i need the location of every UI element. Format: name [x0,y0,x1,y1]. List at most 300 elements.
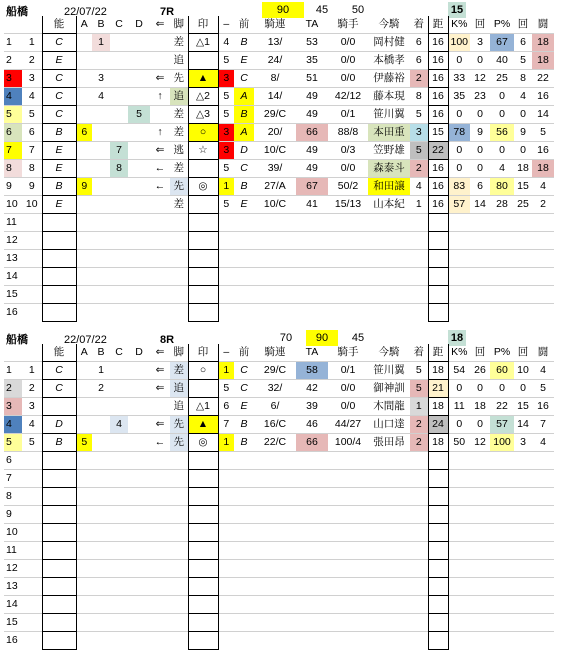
cell-arrow [150,542,170,560]
cell-jockey-pair: 8/ [254,70,296,88]
cell-front: B [234,416,254,434]
cell-jockey-pair [254,632,296,650]
cell-b [92,214,110,232]
cell-c [110,286,128,304]
cell-style [170,578,188,596]
cell-ability: D [42,416,76,434]
column-header-mark: 印 [188,16,218,34]
cell-k-pct [448,250,470,268]
cell-c [110,506,128,524]
cell-finish [410,250,428,268]
cell-distance: 16 [428,196,448,214]
cell-jockey-pair [254,286,296,304]
cell-horse-no: 7 [22,142,42,160]
cell-d [128,596,150,614]
cell-p-pct [490,232,514,250]
cell-k-pct: 50 [448,434,470,452]
cell-jockey [328,488,368,506]
cell-p-count: 3 [514,434,532,452]
cell-p-count [514,250,532,268]
cell-p-pct: 22 [490,398,514,416]
cell-arrow [150,304,170,322]
cell-dash: 3 [218,124,234,142]
cell-arrow: ⇐ [150,70,170,88]
cell-k-pct [448,578,470,596]
table-row [4,542,554,560]
cell-row-no: 6 [4,124,22,142]
table-row [4,106,554,124]
cell-k-count: 12 [470,70,490,88]
cell-c [110,178,128,196]
cell-row-no: 9 [4,178,22,196]
cell-k-pct: 35 [448,88,470,106]
cell-horse-no [22,560,42,578]
cell-ability: E [42,52,76,70]
cell-p-count [514,470,532,488]
cell-fight: 16 [532,398,554,416]
cell-style [170,542,188,560]
cell-b [92,632,110,650]
cell-front: B [234,178,254,196]
cell-jockey [328,596,368,614]
cell-a [76,106,92,124]
cell-mark [188,52,218,70]
cell-b [92,434,110,452]
column-header-style: 脚 [173,346,184,358]
cell-finish [410,214,428,232]
cell-dash: 5 [218,106,234,124]
cell-arrow [150,268,170,286]
cell-ta: 67 [296,178,328,196]
cell-row-no: 15 [4,286,22,304]
cell-a [76,268,92,286]
cell-p-pct: 0 [490,142,514,160]
cell-jockey: 42/12 [328,88,368,106]
cell-p-count [514,452,532,470]
cell-mark: ▲ [188,416,218,434]
cell-arrow [150,398,170,416]
cell-front: B [234,106,254,124]
cell-p-pct [490,578,514,596]
cell-c [110,524,128,542]
cell-jockey-pair: 6/ [254,398,296,416]
cell-current-jockey [368,578,410,596]
cell-p-pct [490,286,514,304]
cell-horse-no [22,524,42,542]
cell-style: 差 [170,362,188,380]
cell-dash: 1 [218,362,234,380]
cell-mark [188,380,218,398]
cell-arrow [150,452,170,470]
cell-c [110,560,128,578]
cell-distance [428,524,448,542]
column-header-finish: 着 [413,18,424,30]
cell-finish: 1 [410,196,428,214]
cell-ta [296,488,328,506]
cell-d [128,232,150,250]
column-header-k-count: 回 [474,18,486,30]
cell-d [128,214,150,232]
cell-ta: 41 [296,196,328,214]
cell-finish [410,542,428,560]
cell-jockey: 0/3 [328,142,368,160]
cell-ta [296,304,328,322]
cell-k-count [470,488,490,506]
cell-style [170,250,188,268]
cell-k-count: 0 [470,142,490,160]
venue-label: 船橋 [6,334,28,346]
cell-d [128,52,150,70]
table-row [4,214,554,232]
cell-p-count [514,632,532,650]
cell-a [76,524,92,542]
cell-k-pct: 33 [448,70,470,88]
cell-ta [296,524,328,542]
cell-k-count [470,596,490,614]
cell-b [92,286,110,304]
cell-ta [296,286,328,304]
cell-arrow [150,470,170,488]
cell-arrow [150,106,170,124]
table-row [4,632,554,650]
cell-front: E [234,196,254,214]
cell-finish [410,506,428,524]
cell-arrow: ↑ [150,124,170,142]
cell-horse-no [22,542,42,560]
cell-horse-no: 5 [22,106,42,124]
cell-dash [218,286,234,304]
column-header-blank [4,16,22,34]
cell-d [128,178,150,196]
cell-k-pct: 0 [448,106,470,124]
race-table-7r [4,16,554,322]
cell-mark: △3 [188,106,218,124]
cell-d [128,124,150,142]
cell-finish: 6 [410,52,428,70]
date-label: 22/07/22 [64,6,107,18]
cell-ability [42,632,76,650]
cell-c [110,52,128,70]
cell-style: 追 [170,398,188,416]
cell-style: 追 [170,380,188,398]
cell-style: 差 [170,106,188,124]
cell-style: 先 [170,178,188,196]
cell-distance: 16 [428,178,448,196]
cell-p-count [514,268,532,286]
cell-jockey-pair: 20/ [254,124,296,142]
cell-b [92,304,110,322]
cell-d [128,452,150,470]
cell-ability [42,232,76,250]
cell-d [128,614,150,632]
cell-p-pct: 0 [490,380,514,398]
cell-p-count [514,596,532,614]
cell-style: 差 [170,196,188,214]
cell-k-count: 14 [470,196,490,214]
cell-ta: 51 [296,70,328,88]
cell-jockey-pair: 10/C [254,196,296,214]
cell-distance [428,488,448,506]
cell-ability [42,214,76,232]
cell-p-count: 6 [514,34,532,52]
cell-c [110,596,128,614]
cell-finish: 5 [410,142,428,160]
cell-d [128,488,150,506]
cell-ability [42,524,76,542]
column-header-jockey: 騎手 [337,346,359,358]
cell-mark: △1 [188,398,218,416]
cell-current-jockey: 岡村健 [368,34,410,52]
cell-dash [218,596,234,614]
cell-p-count [514,560,532,578]
cell-jockey [328,578,368,596]
column-header-row [4,344,554,362]
top-value-c: 50 [351,4,365,16]
column-header-ta: TA [305,346,319,358]
table-row [4,362,554,380]
cell-current-jockey: 笹川翼 [368,106,410,124]
cell-arrow: ⇐ [150,416,170,434]
cell-d [128,34,150,52]
column-header-front: 前 [238,18,250,30]
cell-k-pct [448,506,470,524]
cell-mark: △1 [188,34,218,52]
cell-mark [188,506,218,524]
cell-fight: 16 [532,142,554,160]
cell-distance: 15 [428,124,448,142]
cell-p-count: 0 [514,142,532,160]
cell-jockey-pair: 13/ [254,34,296,52]
cell-mark [188,232,218,250]
cell-front [234,614,254,632]
cell-ability [42,488,76,506]
cell-ability [42,506,76,524]
top-value-a: 90 [262,2,304,18]
cell-row-no: 13 [4,578,22,596]
cell-fight [532,452,554,470]
cell-k-count [470,614,490,632]
cell-p-pct: 0 [490,88,514,106]
cell-jockey: 0/0 [328,34,368,52]
cell-k-count [470,542,490,560]
cell-current-jockey: 本橋孝 [368,52,410,70]
venue-label: 船橋 [6,6,28,18]
cell-k-pct: 0 [448,380,470,398]
cell-style [170,524,188,542]
cell-k-count [470,250,490,268]
cell-k-count: 0 [470,106,490,124]
cell-k-count: 0 [470,416,490,434]
cell-ability: E [42,196,76,214]
cell-jockey-pair: 14/ [254,88,296,106]
cell-p-pct [490,470,514,488]
cell-arrow [150,488,170,506]
cell-k-pct [448,452,470,470]
cell-ta: 53 [296,34,328,52]
cell-dash: 3 [218,142,234,160]
cell-k-count: 0 [470,380,490,398]
cell-row-no: 15 [4,614,22,632]
cell-current-jockey [368,286,410,304]
cell-a [76,232,92,250]
column-header-fight: 闘 [537,18,549,30]
cell-finish: 2 [410,416,428,434]
cell-style [170,214,188,232]
cell-b [92,196,110,214]
cell-fight [532,560,554,578]
cell-front: B [234,434,254,452]
cell-finish [410,632,428,650]
cell-ability: C [42,88,76,106]
cell-jockey-pair: 10/C [254,142,296,160]
cell-style: 逃 [170,142,188,160]
cell-b [92,524,110,542]
cell-ability [42,452,76,470]
cell-d [128,70,150,88]
cell-fight [532,524,554,542]
cell-dash [218,542,234,560]
cell-p-pct [490,596,514,614]
table-row [4,34,554,52]
cell-style: 先 [170,434,188,452]
cell-mark [188,488,218,506]
cell-k-pct [448,614,470,632]
cell-current-jockey: 本田重 [368,124,410,142]
top-value-b: 90 [306,330,338,346]
cell-p-count [514,614,532,632]
cell-front: C [234,70,254,88]
cell-front [234,452,254,470]
cell-row-no: 11 [4,214,22,232]
cell-row-no: 12 [4,560,22,578]
cell-p-count: 15 [514,398,532,416]
cell-row-no: 16 [4,632,22,650]
cell-ta: 42 [296,380,328,398]
cell-k-count [470,578,490,596]
column-header-p-count: 回 [517,18,529,30]
column-header-blank [4,344,22,362]
table-row [4,560,554,578]
table-row [4,304,554,322]
cell-fight: 7 [532,416,554,434]
table-row [4,250,554,268]
cell-horse-no [22,596,42,614]
cell-arrow: ← [150,434,170,452]
cell-distance: 21 [428,380,448,398]
cell-a [76,304,92,322]
column-header-c: C [115,346,123,358]
cell-dash [218,506,234,524]
cell-k-pct: 0 [448,416,470,434]
cell-front: C [234,380,254,398]
column-header-c: C [115,18,123,30]
cell-fight: 2 [532,196,554,214]
cell-ta: 66 [296,434,328,452]
cell-style [170,268,188,286]
cell-mark: ○ [188,124,218,142]
cell-front: B [234,34,254,52]
cell-dash: 5 [218,88,234,106]
cell-ability [42,578,76,596]
cell-style [170,596,188,614]
cell-jockey-pair [254,560,296,578]
column-header-ta: TA [305,18,319,30]
cell-k-pct: 0 [448,142,470,160]
cell-horse-no: 8 [22,160,42,178]
cell-jockey-pair [254,596,296,614]
cell-ta [296,506,328,524]
cell-mark [188,578,218,596]
cell-ta [296,214,328,232]
cell-distance: 16 [428,88,448,106]
cell-ability: C [42,380,76,398]
cell-current-jockey [368,542,410,560]
cell-b [92,560,110,578]
cell-mark [188,632,218,650]
cell-dash [218,560,234,578]
cell-ta [296,542,328,560]
cell-row-no: 6 [4,452,22,470]
column-header-jockey-pair: 騎連 [264,18,286,30]
cell-jockey: 0/0 [328,398,368,416]
cell-distance: 24 [428,416,448,434]
cell-fight [532,632,554,650]
cell-jockey: 88/8 [328,124,368,142]
cell-mark: ○ [188,362,218,380]
cell-p-pct [490,250,514,268]
cell-dash [218,614,234,632]
cell-finish: 5 [410,106,428,124]
cell-ability: C [42,106,76,124]
cell-current-jockey: 木間龍 [368,398,410,416]
cell-style [170,632,188,650]
cell-p-count [514,304,532,322]
cell-ta: 49 [296,88,328,106]
cell-dash [218,304,234,322]
cell-ta: 66 [296,124,328,142]
cell-jockey-pair [254,488,296,506]
cell-arrow [150,214,170,232]
cell-row-no: 7 [4,142,22,160]
cell-a [76,542,92,560]
cell-jockey-pair: 39/ [254,160,296,178]
cell-c [110,470,128,488]
cell-finish: 5 [410,380,428,398]
cell-c [110,434,128,452]
cell-current-jockey: 笹川翼 [368,362,410,380]
cell-jockey-pair: 32/ [254,380,296,398]
cell-mark [188,250,218,268]
cell-b [92,452,110,470]
cell-ta [296,596,328,614]
cell-finish [410,488,428,506]
cell-k-count [470,524,490,542]
cell-mark [188,160,218,178]
cell-mark [188,214,218,232]
cell-jockey: 15/13 [328,196,368,214]
cell-current-jockey [368,488,410,506]
cell-k-pct: 83 [448,178,470,196]
cell-a [76,560,92,578]
cell-a [76,88,92,106]
cell-k-count: 6 [470,178,490,196]
top-value-d: 18 [448,330,466,346]
cell-a [76,380,92,398]
cell-c [110,214,128,232]
cell-row-no: 5 [4,434,22,452]
cell-arrow: ⇐ [150,142,170,160]
cell-k-pct [448,232,470,250]
